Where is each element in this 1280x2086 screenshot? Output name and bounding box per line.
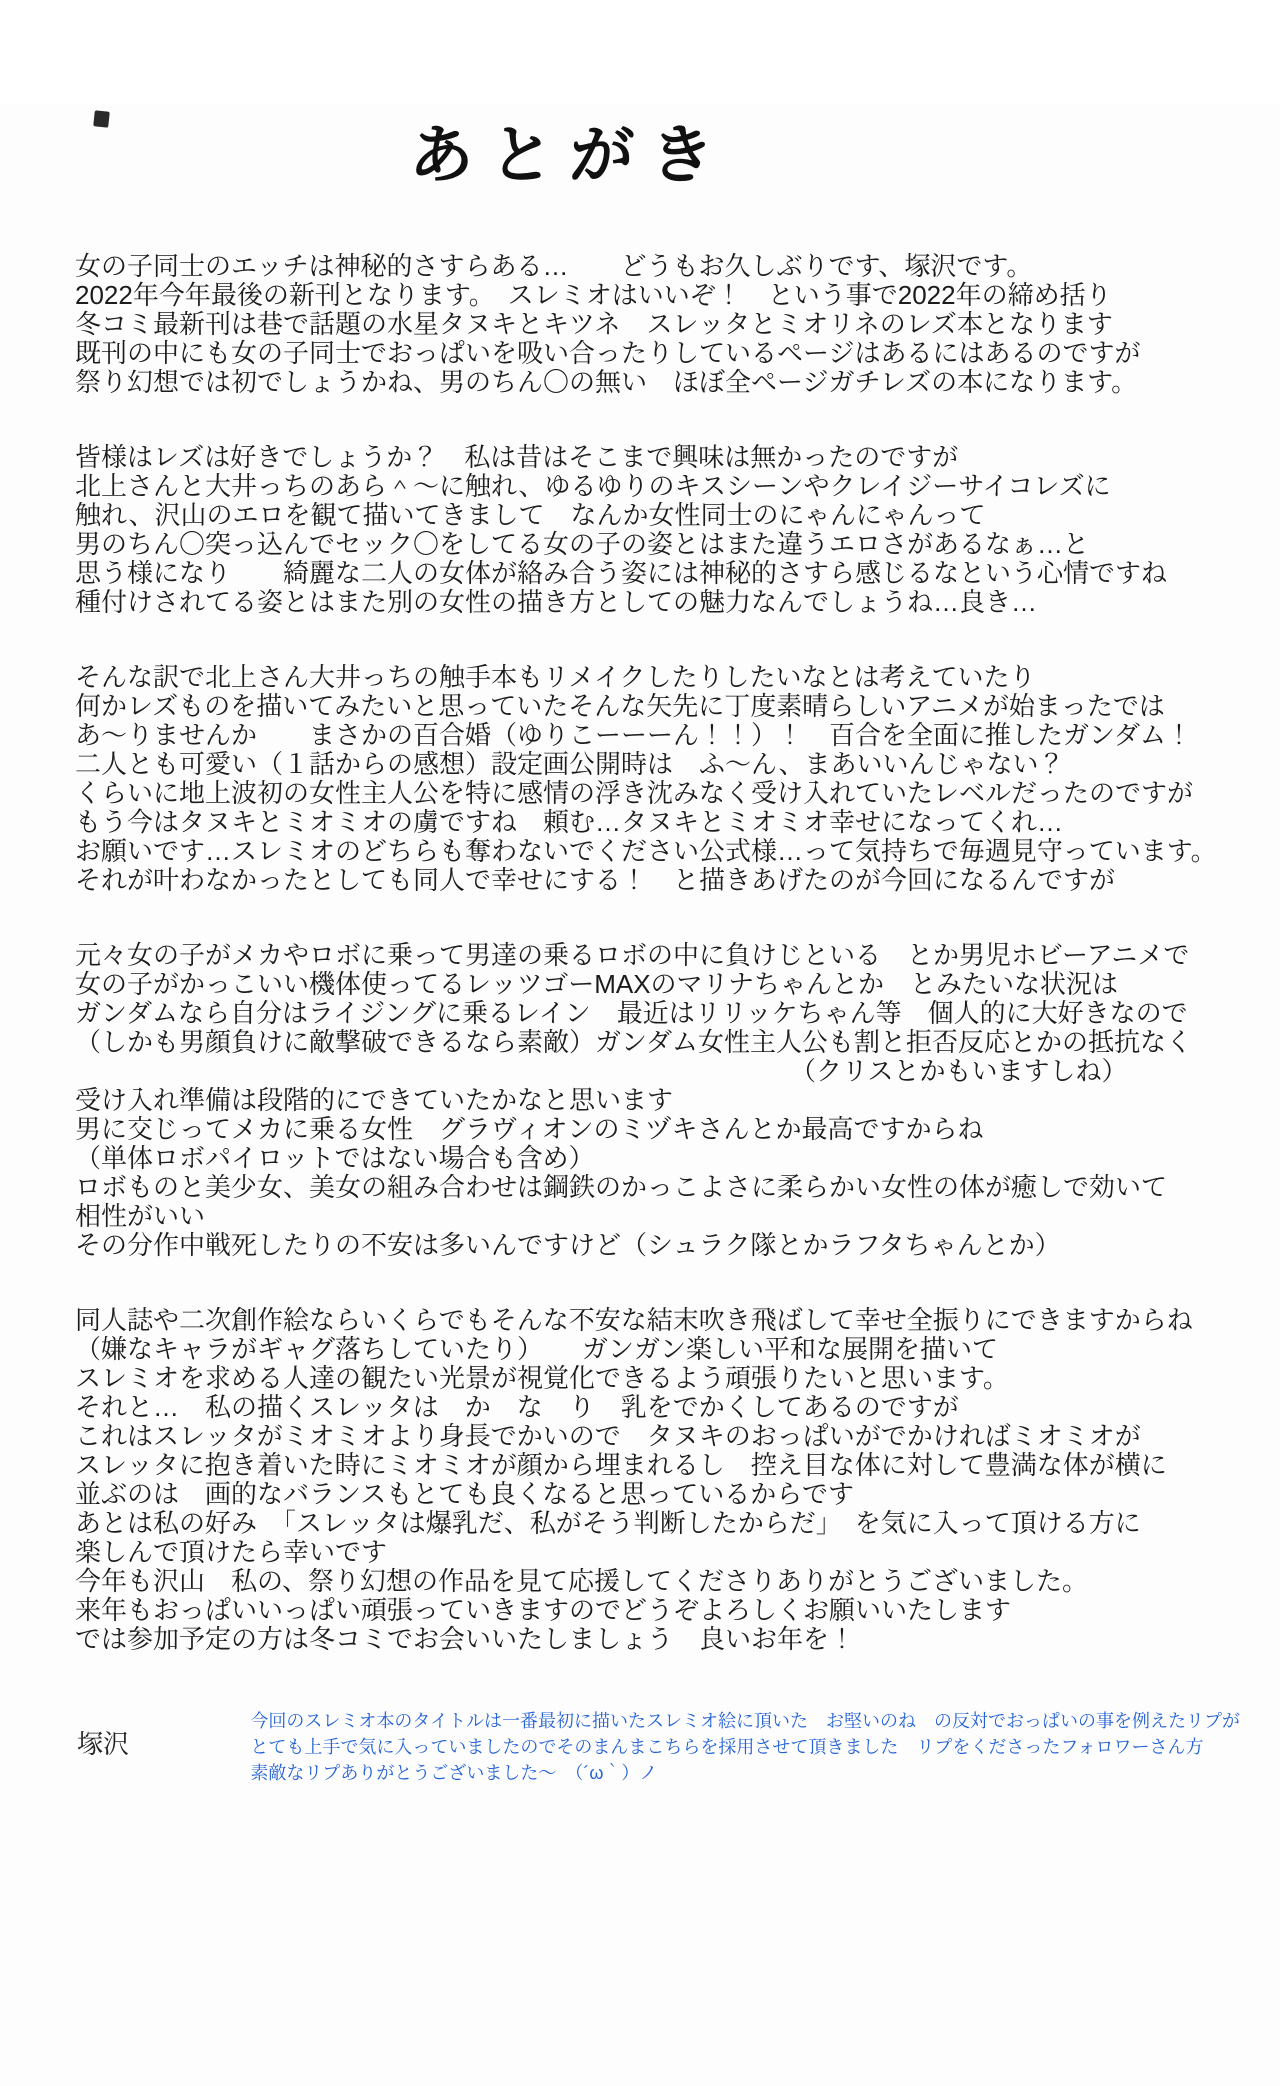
text-line: 触れ、沢山のエロを観て描いてきまして なんか女性同士のにゃんにゃんって — [75, 500, 986, 530]
paragraph-1 — [75, 252, 1240, 397]
text-line: では参加予定の方は冬コミでお会いいたしましょう 良いお年を！ — [75, 1624, 856, 1654]
text-line: （単体ロボパイロットではない場合も含め） — [75, 1143, 595, 1173]
text-line: そんな訳で北上さん大井っちの触手本もリメイクしたりしたいなとは考えていたり — [75, 662, 1036, 692]
author-signature: 塚沢 — [77, 1729, 130, 1759]
text-line: 祭り幻想では初でしょうかね、男のちん〇の無い ほぼ全ページガチレズの本になります。 — [75, 367, 1138, 397]
text-line: 元々女の子がメカやロボに乗って男達の乗るロボの中に負けじといる とか男児ホビーアニメで — [75, 940, 1190, 970]
footer — [0, 1708, 1280, 1786]
text-line: 女の子同士のエッチは神秘的さすらある… どうもお久しぶりです、塚沢です。 — [75, 251, 1033, 281]
text-line: 冬コミ最新刊は巷で話題の水星タヌキとキツネ スレッタとミオリネのレズ本となります — [75, 309, 1113, 339]
text-line: 思う様になり 綺麗な二人の女体が絡み合う姿には神秘的さすら感じるなという心情ですね — [75, 558, 1168, 588]
text-line: あ～りませんか まさかの百合婚（ゆりこーーーん！！）！ 百合を全面に推したガンダム！ — [75, 720, 1192, 750]
text-line: これはスレッタがミオミオより身長でかいので タヌキのおっぱいがでかければミオミオが — [75, 1421, 1141, 1451]
text-line: 男に交じってメカに乗る女性 グラヴィオンのミヅキさんとか最高ですからね — [75, 1114, 984, 1144]
text-line: 種付けされてる姿とはまた別の女性の描き方としての魅力なんでしょうね…良き… — [75, 587, 1038, 617]
text-line: 女の子がかっこいい機体使ってるレッツゴーMAXのマリナちゃんとか とみたいな状況は — [75, 969, 1119, 999]
paragraph-2 — [75, 443, 1240, 617]
page-title: あとがき — [407, 118, 732, 193]
title-origin-note — [250, 1708, 1240, 1786]
paragraph-4 — [75, 941, 1240, 1260]
text-line: スレッタに抱き着いた時にミオミオが顔から埋まれるし 控え目な体に対して豊満な体が横に — [75, 1450, 1167, 1480]
text-line: 男のちん〇突っ込んでセック〇をしてる女の子の姿とはまた違うエロさがあるなぁ…と — [75, 529, 1090, 559]
note-line: 素敵なリプありがとうございました～ （´ω｀）ノ — [250, 1763, 658, 1783]
text-line: 相性がいい — [75, 1201, 206, 1231]
text-line: あとは私の好み 「スレッタは爆乳だ、私がそう判断したからだ」 を気に入って頂ける方に — [75, 1508, 1141, 1538]
text-line: その分作中戦死したりの不安は多いんですけど（シュラク隊とかラフタちゃんとか） — [75, 1230, 1061, 1260]
text-line: 来年もおっぱいいっぱい頑張っていきますのでどうぞよろしくお願いいたします — [75, 1595, 1012, 1625]
text-line: ロボものと美少女、美女の組み合わせは鋼鉄のかっこよさに柔らかい女性の体が癒しで効いて — [75, 1172, 1168, 1202]
text-line: 北上さんと大井っちのあら＾～に触れ、ゆるゆりのキスシーンやクレイジーサイコレズに — [75, 471, 1111, 501]
text-line: くらいに地上波初の女性主人公を特に感情の浮き沈みなく受け入れていたレベルだったのですが — [75, 778, 1194, 808]
text-line-right-indented: （クリスとかもいますしね） — [790, 1056, 1128, 1086]
text-line: 何かレズものを描いてみたいと思っていたそんな矢先に丁度素晴らしいアニメが始まったでは — [75, 691, 1165, 721]
afterword-page — [0, 104, 1280, 2086]
text-line: （しかも男顔負けに敵撃破できるなら素敵）ガンダム女性主人公も割と拒否反応とかの抵抗なく — [75, 1027, 1192, 1057]
text-line: スレミオを求める人達の観たい光景が視覚化できるよう頑張りたいと思います。 — [75, 1363, 1009, 1393]
text-line: お願いです…スレミオのどちらも奪わないでください公式様…って気持ちで毎週見守っています。 — [75, 836, 1217, 866]
text-line: 二人とも可愛い（１話からの感想）設定画公開時は ふ～ん、まあいいんじゃない？ — [75, 749, 1065, 779]
text-line: それと… 私の描くスレッタは か な り 乳をでかくしてあるのですが — [75, 1392, 959, 1422]
text-line: それが叶わなかったとしても同人で幸せにする！ と描きあげたのが今回になるんですが — [75, 865, 1116, 895]
text-line: ガンダムなら自分はライジングに乗るレイン 最近はリリッケちゃん等 個人的に大好きなので — [75, 998, 1188, 1028]
afterword-body — [0, 252, 1280, 1654]
note-line: 今回のスレミオ本のタイトルは一番最初に描いたスレミオ絵に頂いた お堅いのね の反対でおっぱいの事を例えたリプが — [250, 1711, 1240, 1731]
paragraph-3 — [75, 663, 1240, 895]
text-line: 2022年今年最後の新刊となります。 スレミオはいいぞ！ という事で2022年の締め括り — [75, 280, 1112, 310]
text-line: 受け入れ準備は段階的にできていたかなと思います — [75, 1085, 674, 1115]
paragraph-5 — [75, 1306, 1240, 1654]
text-line: 同人誌や二次創作絵ならいくらでもそんな不安な結末吹き飛ばして幸せ全振りにできますからね — [75, 1305, 1193, 1335]
text-line: もう今はタヌキとミオミオの虜ですね 頼む…タヌキとミオミオ幸せになってくれ… — [75, 807, 1064, 837]
text-line: 今年も沢山 私の、祭り幻想の作品を見て応援してくださりありがとうございました。 — [75, 1566, 1088, 1596]
note-line: とても上手で気に入っていましたのでそのまんまこちらを採用させて頂きました リプをくださったフォロワーさん方 — [250, 1737, 1204, 1757]
text-line: （嫌なキャラがギャグ落ちしていたり） ガンガン楽しい平和な展開を描いて — [75, 1334, 999, 1364]
text-line: 並ぶのは 画的なバランスもとても良くなると思っているからです — [75, 1479, 854, 1509]
text-line: 楽しんで頂けたら幸いです — [75, 1537, 388, 1567]
text-line: 既刊の中にも女の子同士でおっぱいを吸い合ったりしているページはあるにはあるのですが — [75, 338, 1141, 368]
text-line: 皆様はレズは好きでしょうか？ 私は昔はそこまで興味は無かったのですが — [75, 442, 959, 472]
